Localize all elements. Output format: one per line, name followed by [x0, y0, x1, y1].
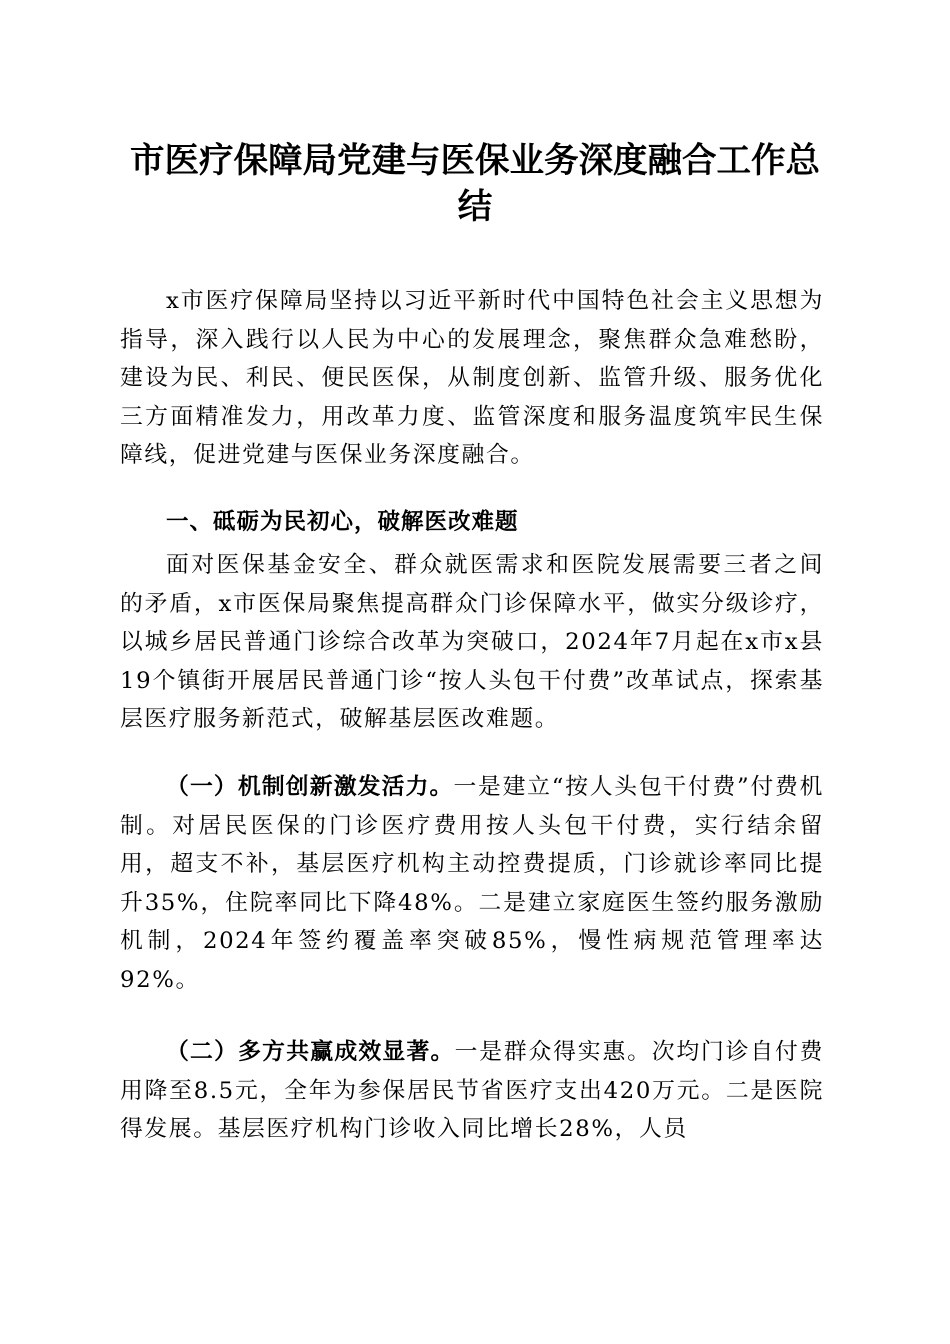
section-paragraph: 面对医保基金安全、群众就医需求和医院发展需要三者之间的矛盾，x市医保局聚焦提高群众门诊保障水平，做实分级诊疗，以城乡居民普通门诊综合改革为突破口，2024年7月起在x市x县19个镇街开展居民普通门诊“按人头包干付费”改革试点，探索基层医疗服务新范式，破解基层医改难题。	[120, 552, 824, 733]
intro-paragraph: x市医疗保障局坚持以习近平新时代中国特色社会主义思想为指导，深入践行以人民为中心的发展理念，聚焦群众急难愁盼，建设为民、利民、便民医保，从制度创新、监管升级、服务优化三方面精准发力，用改革力度、监管深度和服务温度筑牢民生保障线，促进党建与医保业务深度融合。	[120, 288, 824, 469]
document-title: 市医疗保障局党建与医保业务深度融合工作总结	[130, 141, 820, 227]
subsection-lead-1: （一）机制创新激发活力。	[166, 774, 454, 800]
section-heading: 一、砥砺为民初心，破解医改难题	[166, 509, 519, 535]
subsection-text-1: 一是建立“按人头包干付费”付费机制。对居民医保的门诊医疗费用按人头包干付费，实行结余留用，超支不补，基层医疗机构主动控费提质，门诊就诊率同比提升35%，住院率同比下降48%。二是建立家庭医生签约服务激励机制，2024年签约覆盖率突破85%，慢性病规范管理率达92%。	[120, 774, 824, 993]
subsection-text-2: 一是群众得实惠。次均门诊自付费用降至8.5元，全年为参保居民节省医疗支出420万元。二是医院得发展。基层医疗机构门诊收入同比增长28%，人员	[120, 1039, 825, 1143]
subsection-paragraph-1	[120, 768, 824, 1000]
subsection-paragraph-2	[120, 1033, 824, 1149]
subsection-lead-2: （二）多方共赢成效显著。	[166, 1039, 455, 1065]
